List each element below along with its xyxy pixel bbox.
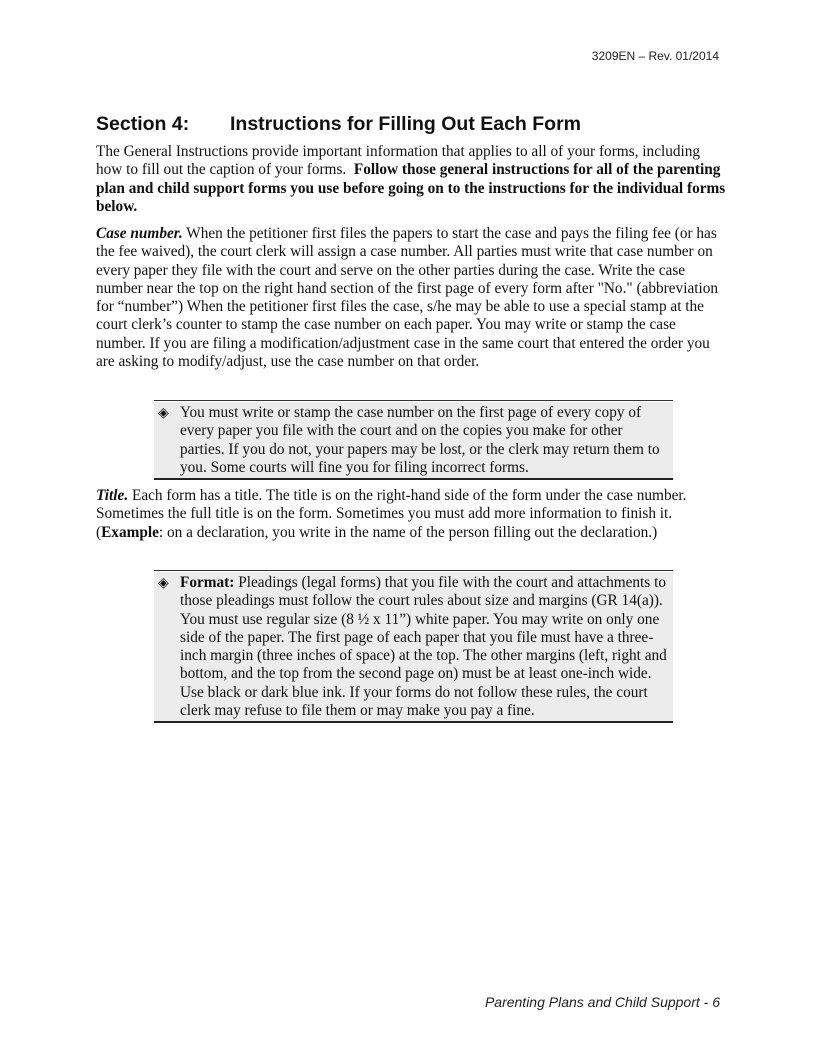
title-text: Each form has a title. The title is on the right-hand side of the form under the case number. Sometimes the full title is on the form. Sometimes you must add more information to finish it. <box>96 487 687 523</box>
title-paragraph <box>96 487 726 542</box>
title-label: Title. <box>96 487 129 504</box>
callout-2-top-rule <box>154 570 673 571</box>
intro-bold-text: Follow those general instructions for all of the parenting plan and child support forms you use before going on to the instructions for the individual forms below. <box>96 161 726 215</box>
page-footer: Parenting Plans and Child Support - 6 <box>484 994 720 1010</box>
case-number-text: When the petitioner first files the papers to start the case and pays the filing fee (or has the fee waived), the court clerk will assign a case number. All parties must write that case number on every paper they file with the court and serve on the other parties during the case. Write the case number near the top on the right hand section of the first page of every form after "No." (abbreviation for “number”) When the petitioner first files the case, s/he may be able to use a special stamp at the court clerk’s counter to stamp the case number on each paper. You may write or stamp the case number. If you are filing a modification/adjustment case in the same court that entered the order you are asking to modify/adjust, use the case number on that order. <box>96 225 719 371</box>
callout-1-top-rule <box>154 400 673 401</box>
section-title: Instructions for Filling Out Each Form <box>230 113 582 135</box>
callout-2-text: Pleadings (legal forms) that you file with the court and attachments to those pleadings must follow the court rules about size and margins (GR 14(a)). You must use regular size (8 ½ x 11”) white paper. You may write on only one side of the paper. The first page of each paper that you file must have a three-inch margin (three inches of space) at the top. The other margins (left, right and bottom, and the top from the second page on) must be at least one-inch wide. Use black or dark blue ink. If your forms do not follow these rules, the court clerk may refuse to file them or may make you pay a fine. <box>180 574 667 720</box>
section-number: Section 4: <box>96 113 190 135</box>
section-heading <box>96 113 581 136</box>
case-number-label: Case number. <box>96 225 183 242</box>
intro-paragraph <box>96 143 726 216</box>
callout-case-number <box>154 402 673 480</box>
callout-format <box>154 572 673 723</box>
case-number-paragraph <box>96 225 726 371</box>
diamond-bullet-icon: ◈ <box>158 405 169 421</box>
diamond-bullet-icon: ◈ <box>158 575 169 591</box>
callout-2-label: Format: <box>180 574 235 591</box>
document-code: 3209EN – Rev. 01/2014 <box>591 49 719 63</box>
example-open-paren: ( <box>96 523 102 541</box>
example-label: Example <box>101 523 159 541</box>
callout-1-text: You must write or stamp the case number on the first page of every copy of every paper you file with the court and on the copies you make for other parties. If you do not, your papers may be lost, or the clerk may return them to you. Some courts will fine you for filing incorrect forms. <box>180 404 660 476</box>
example-text: : on a declaration, you write in the name of the person filling out the declaration.) <box>158 523 658 541</box>
intro-text: The General Instructions provide important information that applies to all of your forms, including how to fill out the caption of your forms. <box>96 143 701 179</box>
